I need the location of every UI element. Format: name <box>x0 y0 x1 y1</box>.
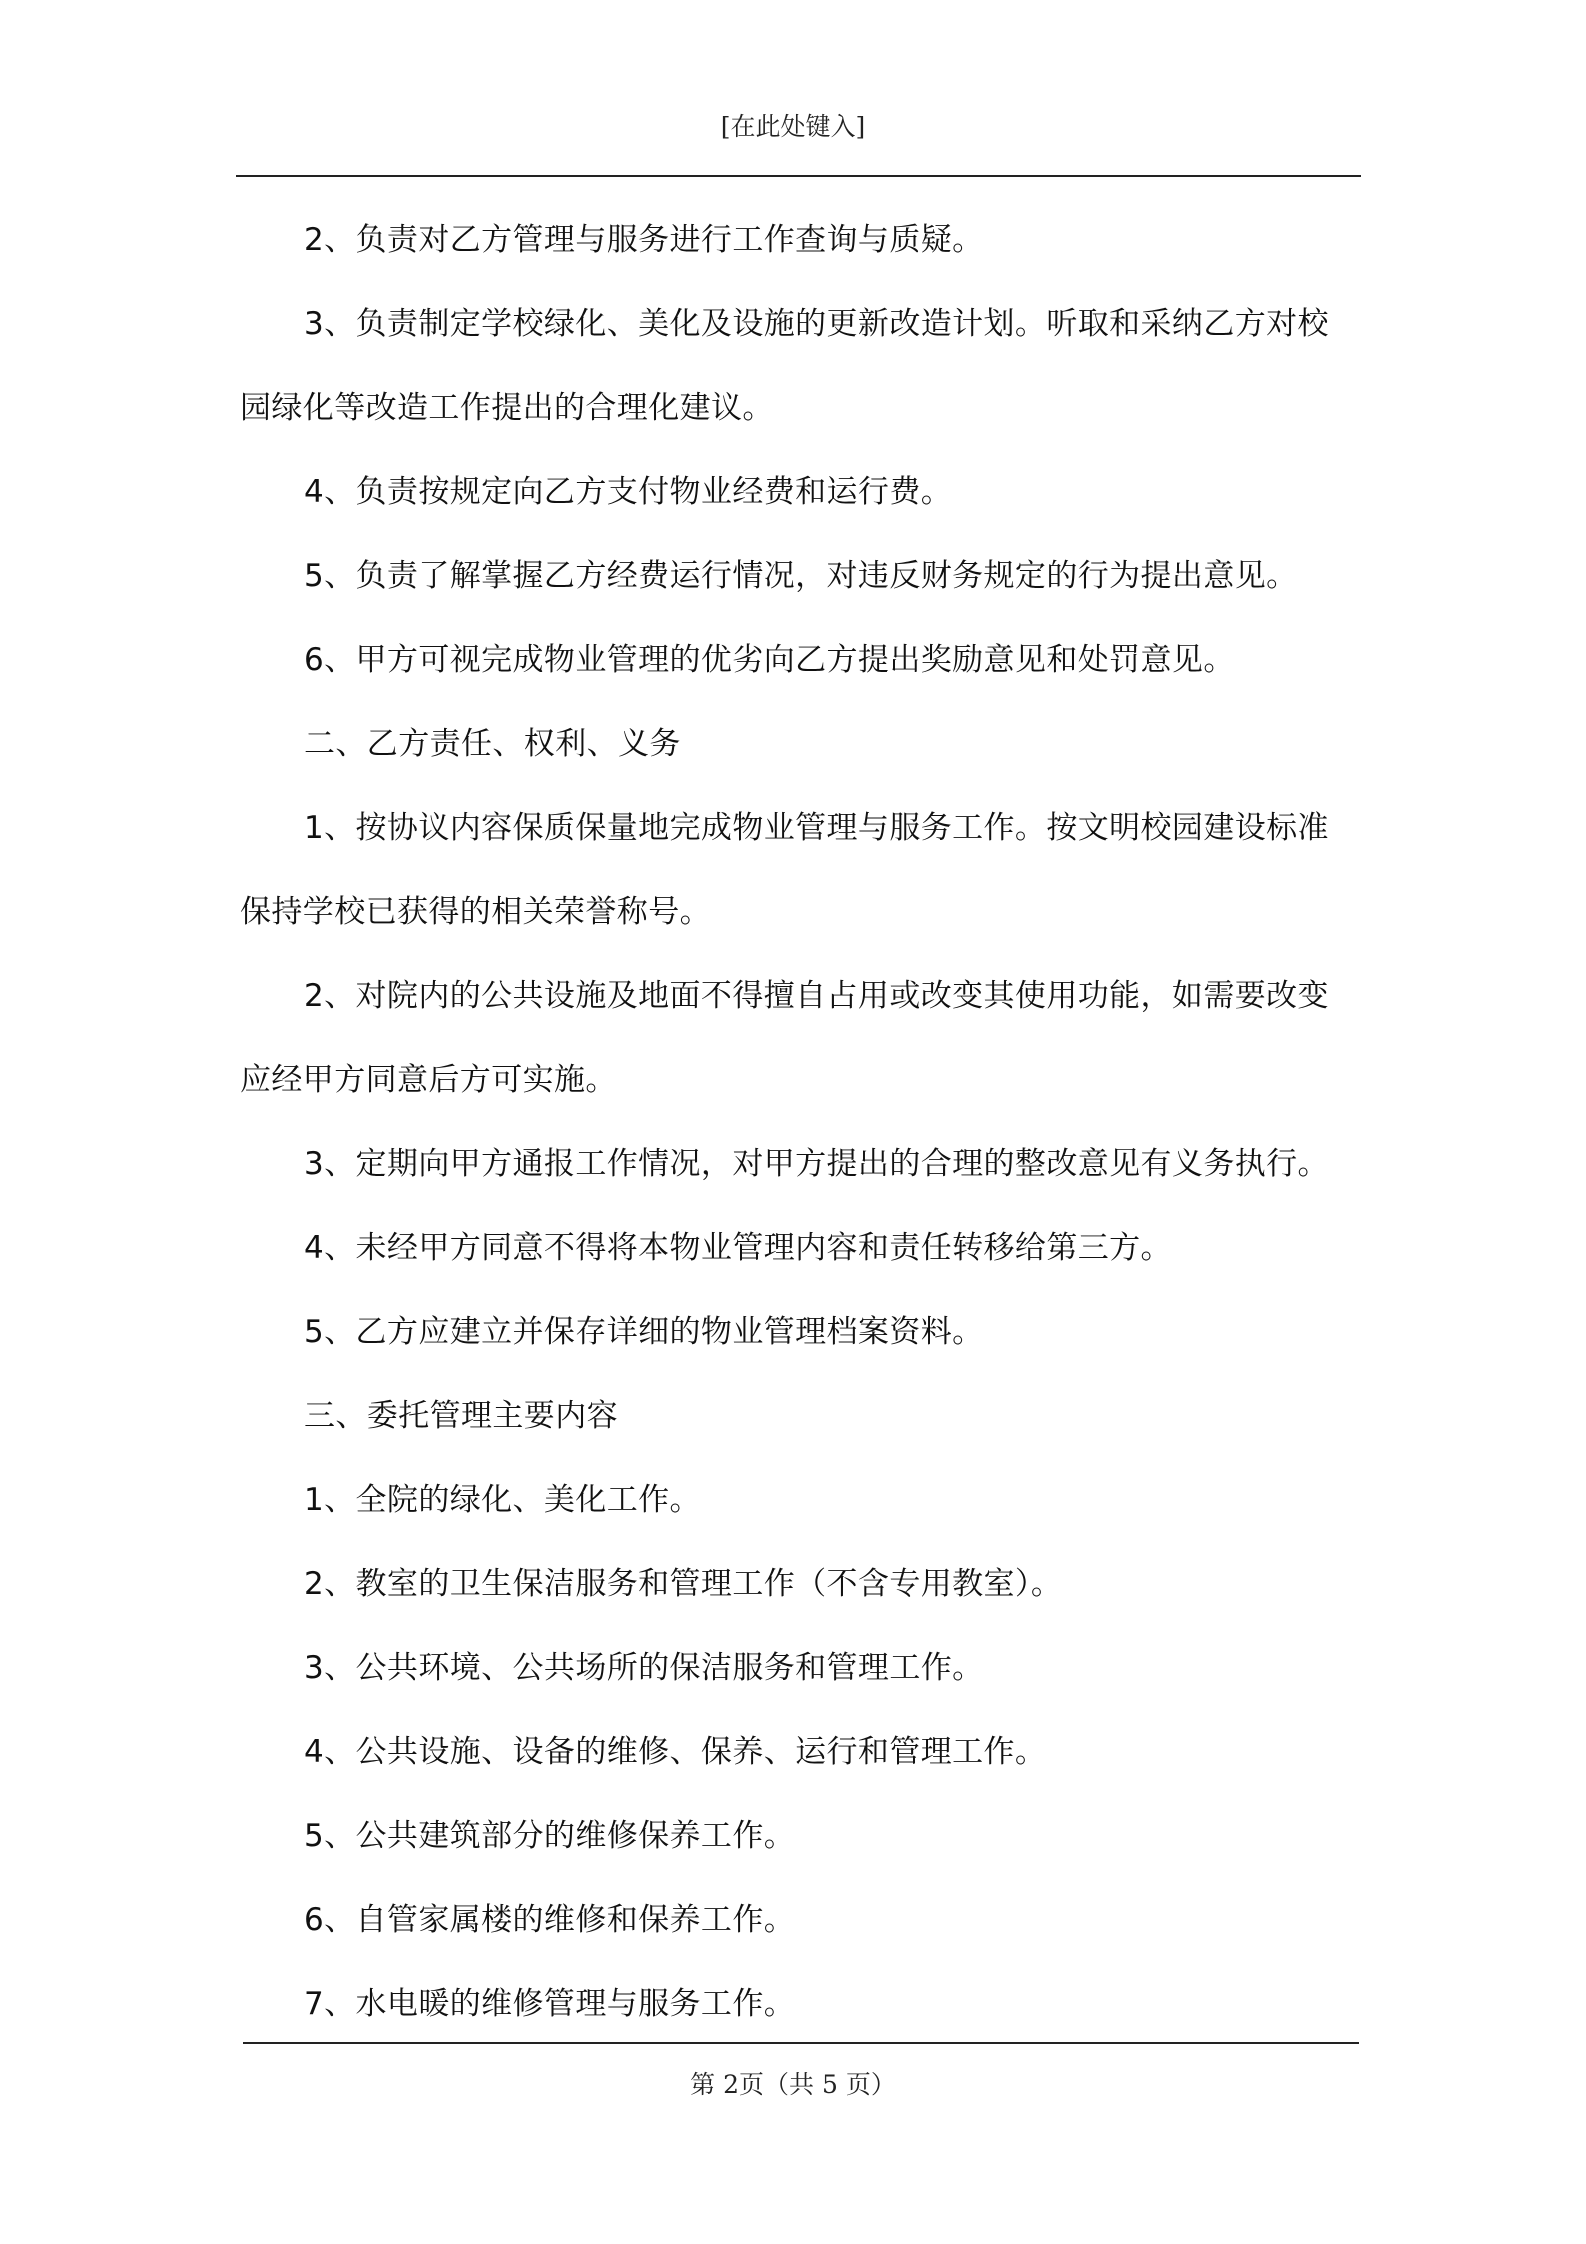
paragraph: 2、负责对乙方管理与服务进行工作查询与质疑。 <box>304 222 984 258</box>
paragraph: 7、水电暖的维修管理与服务工作。 <box>304 1986 796 2022</box>
paragraph: 5、公共建筑部分的维修保养工作。 <box>304 1818 796 1854</box>
section-heading: 三、委托管理主要内容 <box>304 1398 618 1434</box>
paragraph: 3、负责制定学校绿化、美化及设施的更新改造计划。听取和采纳乙方对校园绿化等改造工作提出的合理化建议。 <box>240 306 1329 426</box>
paragraph: 1、全院的绿化、美化工作。 <box>304 1482 701 1518</box>
paragraph: 5、乙方应建立并保存详细的物业管理档案资料。 <box>304 1314 984 1350</box>
paragraph: 4、公共设施、设备的维修、保养、运行和管理工作。 <box>304 1734 1047 1770</box>
document-body <box>240 198 1360 2046</box>
paragraph: 5、负责了解掌握乙方经费运行情况，对违反财务规定的行为提出意见。 <box>304 558 1298 594</box>
paragraph: 3、定期向甲方通报工作情况，对甲方提出的合理的整改意见有义务执行。 <box>304 1146 1329 1182</box>
paragraph: 6、自管家属楼的维修和保养工作。 <box>304 1902 796 1938</box>
paragraph: 4、负责按规定向乙方支付物业经费和运行费。 <box>304 474 953 510</box>
footer-divider <box>243 2042 1359 2044</box>
paragraph: 2、教室的卫生保洁服务和管理工作（不含专用教室）。 <box>304 1566 1063 1602</box>
paragraph: 6、甲方可视完成物业管理的优劣向乙方提出奖励意见和处罚意见。 <box>304 642 1235 678</box>
paragraph: 1、按协议内容保质保量地完成物业管理与服务工作。按文明校园建设标准保持学校已获得的相关荣誉称号。 <box>240 810 1329 930</box>
page-header: [在此处键入] <box>720 112 866 141</box>
paragraph: 4、未经甲方同意不得将本物业管理内容和责任转移给第三方。 <box>304 1230 1172 1266</box>
section-heading: 二、乙方责任、权利、义务 <box>304 726 681 762</box>
page-footer: 第 2页（共 5 页） <box>690 2070 896 2099</box>
header-divider <box>236 175 1361 177</box>
paragraph: 3、公共环境、公共场所的保洁服务和管理工作。 <box>304 1650 984 1686</box>
paragraph: 2、对院内的公共设施及地面不得擅自占用或改变其使用功能，如需要改变应经甲方同意后方可实施。 <box>240 978 1329 1098</box>
